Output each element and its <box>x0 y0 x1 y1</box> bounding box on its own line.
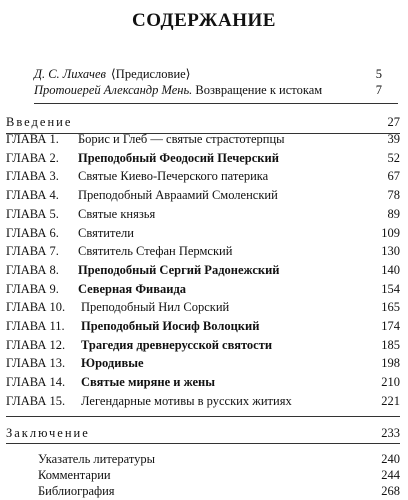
entry-page: 165 <box>381 300 400 315</box>
entry-page: 154 <box>381 281 400 296</box>
entry-page: 78 <box>387 188 400 203</box>
entry-page: 27 <box>387 115 400 129</box>
toc-entry-comments[interactable] <box>38 467 400 483</box>
toc-entry-chapter[interactable] <box>6 150 400 166</box>
divider <box>6 443 400 444</box>
toc-entry-bibliography[interactable] <box>38 483 400 499</box>
chapter-title: Преподобный Иосиф Волоцкий <box>81 319 260 333</box>
chapter-title: Святые князья <box>78 206 156 221</box>
toc-entry-chapter[interactable] <box>6 281 400 297</box>
chapter-title: Легендарные мотивы в русских житиях <box>81 393 292 408</box>
entry-page: 5 <box>375 67 382 81</box>
chapter-title: Юродивые <box>81 356 144 371</box>
toc-entry-chapter[interactable] <box>6 168 400 184</box>
entry-page: 39 <box>387 132 400 146</box>
chapter-number: ГЛАВА 15. <box>6 393 66 408</box>
chapter-title: Борис и Глеб — святые страстотерпцы <box>78 132 285 146</box>
chapter-number: ГЛАВА 3. <box>6 169 59 184</box>
entry-author: Протоиерей Александр Мень. <box>34 83 193 97</box>
toc-entry-conclusion[interactable] <box>6 425 400 441</box>
entry-title: Комментарии <box>38 468 111 482</box>
entry-page: 240 <box>381 452 400 466</box>
entry-page: 185 <box>381 337 400 352</box>
chapter-number: ГЛАВА 9. <box>6 281 59 296</box>
toc-entry-chapter[interactable] <box>6 337 400 353</box>
entry-page: 244 <box>381 468 400 482</box>
entry-page: 130 <box>381 244 400 259</box>
toc-entry-chapter[interactable] <box>6 318 400 334</box>
entry-page: 174 <box>381 319 400 333</box>
chapter-number: ГЛАВА 2. <box>6 150 59 165</box>
chapter-title: Северная Фиваида <box>78 281 187 296</box>
entry-title: Указатель литературы <box>38 452 156 466</box>
chapter-number: ГЛАВА 8. <box>6 262 59 277</box>
entry-page: 7 <box>375 83 382 97</box>
chapter-number: ГЛАВА 13. <box>6 356 66 371</box>
entry-title: Возвращение к истокам <box>192 83 323 97</box>
toc-entry-chapter[interactable] <box>6 374 400 390</box>
chapter-number: ГЛАВА 6. <box>6 225 59 240</box>
chapter-number: ГЛАВА 12. <box>6 337 66 352</box>
entry-title: Заключение <box>6 426 90 440</box>
divider <box>6 416 400 417</box>
toc-entry-references[interactable] <box>38 451 400 467</box>
toc-entry-chapter[interactable] <box>6 225 400 241</box>
entry-author: Д. С. Лихачев <box>34 67 106 81</box>
toc-entry-chapter[interactable] <box>6 355 400 371</box>
entry-page: 268 <box>381 484 400 498</box>
chapter-title: Святитель Стефан Пермский <box>78 244 233 259</box>
toc-entry-chapter[interactable] <box>6 206 400 222</box>
chapter-number: ГЛАВА 5. <box>6 206 59 221</box>
chapter-title: Святители <box>78 225 134 240</box>
entry-title: ⟨Предисловие⟩ <box>110 67 191 81</box>
chapter-number: ГЛАВА 7. <box>6 244 59 259</box>
toc-entry-chapter[interactable] <box>6 262 400 278</box>
chapter-title: Преподобный Нил Сорский <box>81 300 230 315</box>
entry-page: 67 <box>387 169 400 184</box>
chapter-title: Святые миряне и жены <box>81 375 215 390</box>
entry-title: Библиография <box>38 484 115 498</box>
chapter-number: ГЛАВА 4. <box>6 188 59 203</box>
chapter-title: Трагедия древнерусской святости <box>81 337 273 352</box>
entry-title: Введение <box>6 115 73 129</box>
toc-entry-chapter[interactable] <box>6 187 400 203</box>
toc-entry-introduction[interactable] <box>6 114 400 130</box>
toc-entry-chapter[interactable] <box>6 393 400 409</box>
chapter-number: ГЛАВА 11. <box>6 319 65 333</box>
entry-page: 109 <box>381 225 400 240</box>
entry-page: 210 <box>381 375 400 390</box>
entry-page: 221 <box>381 393 400 408</box>
entry-page: 140 <box>381 262 400 277</box>
entry-page: 52 <box>387 150 400 165</box>
page-title: СОДЕРЖАНИЕ <box>132 10 276 31</box>
toc-entry-chapter[interactable] <box>6 131 400 147</box>
divider <box>34 103 398 104</box>
chapter-number: ГЛАВА 10. <box>6 300 66 315</box>
toc-entry-return[interactable] <box>34 82 382 98</box>
entry-page: 233 <box>381 426 400 440</box>
chapter-title: Преподобный Сергий Радонежский <box>78 262 280 277</box>
toc-entry-chapter[interactable] <box>6 243 400 259</box>
chapter-title: Преподобный Авраамий Смоленский <box>78 188 278 203</box>
chapter-number: ГЛАВА 1. <box>6 132 59 146</box>
entry-page: 198 <box>381 356 400 371</box>
chapter-number: ГЛАВА 14. <box>6 375 66 390</box>
chapter-title: Святые Киево-Печерского патерика <box>78 169 269 184</box>
entry-page: 89 <box>387 206 400 221</box>
toc-entry-chapter[interactable] <box>6 299 400 315</box>
chapter-title: Преподобный Феодосий Печерский <box>78 150 279 165</box>
toc-entry-preface[interactable] <box>34 66 382 82</box>
